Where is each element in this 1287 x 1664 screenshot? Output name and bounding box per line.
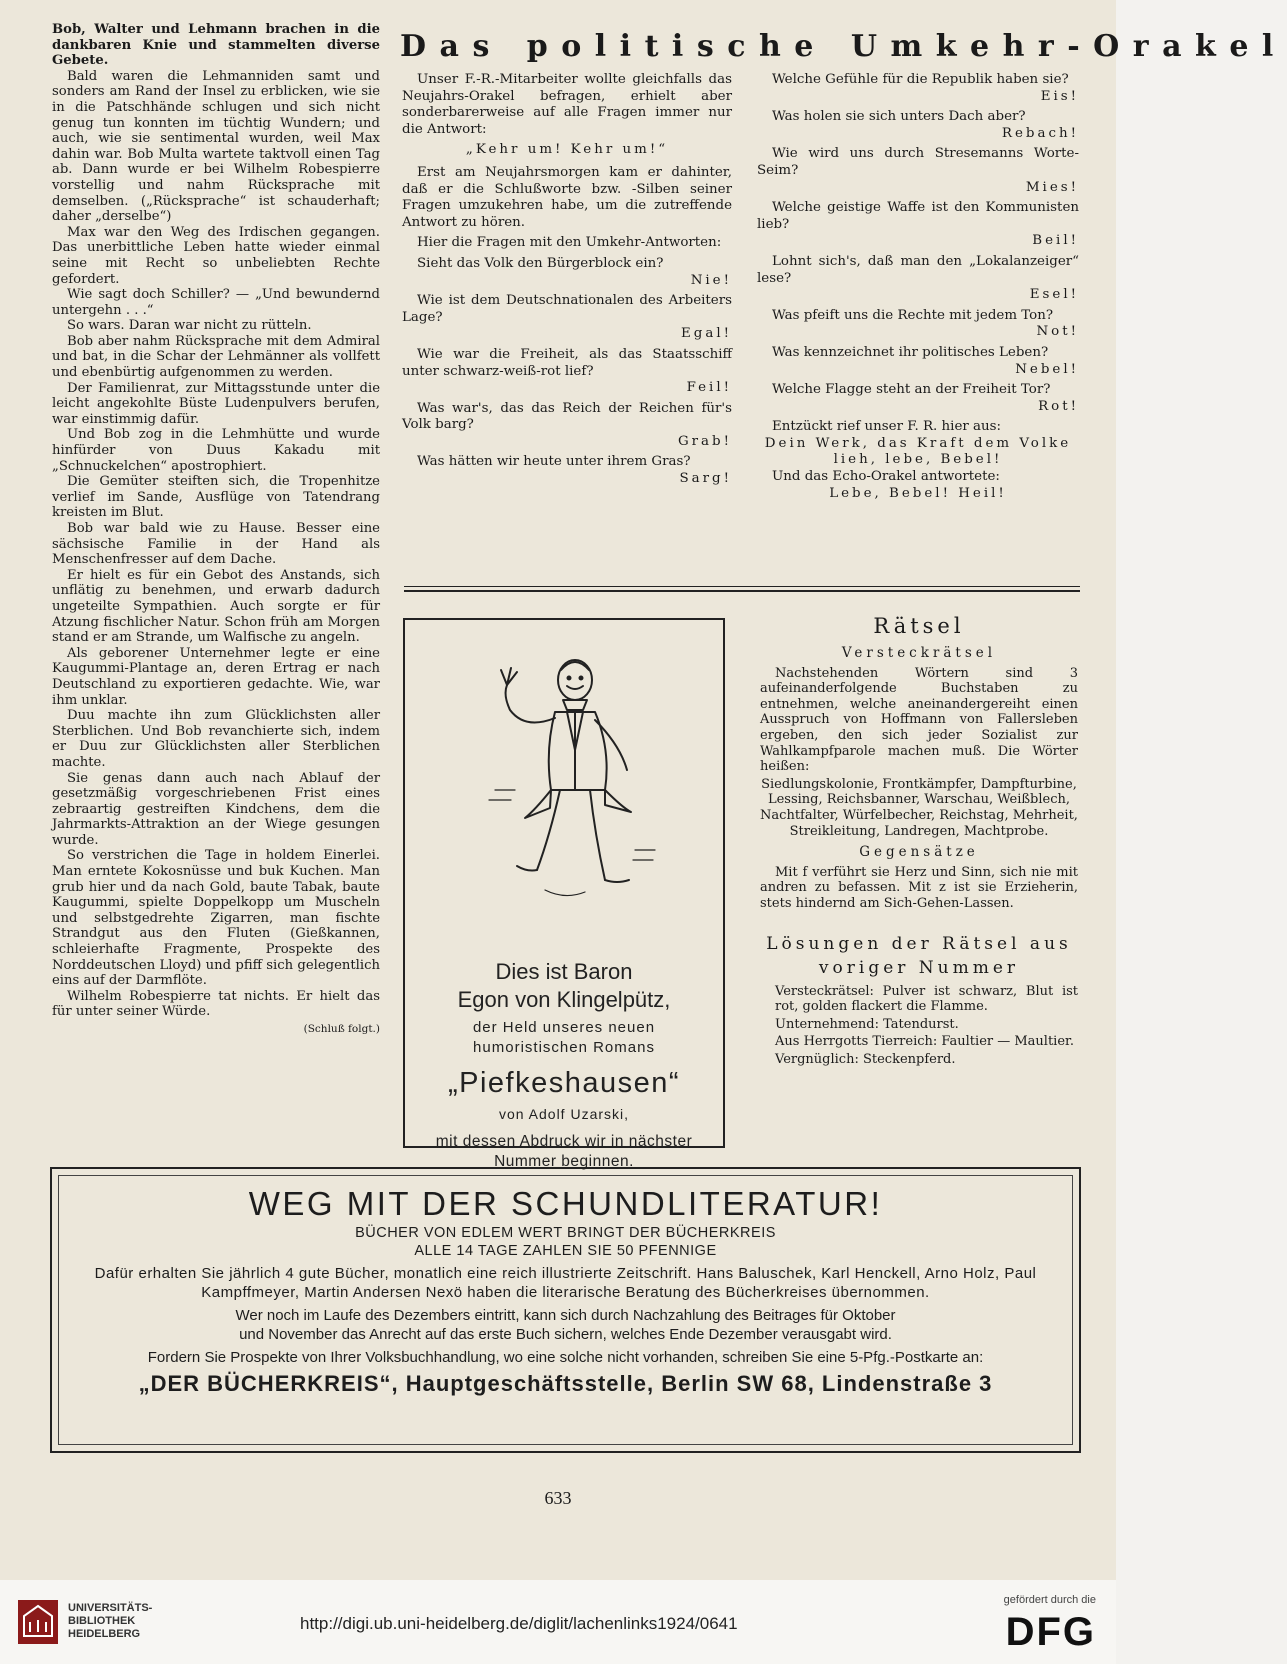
solutions-title: Lösungen der Rätsel aus voriger Nummer [766, 933, 1072, 978]
orakel-title: Das politische Umkehr-Orakel [400, 29, 1287, 64]
advert-text [405, 958, 723, 1172]
orakel-question: Wie ist dem Deutschnationalen des Arbeiters Lage? [402, 293, 732, 325]
orakel-answer: Not! [1036, 324, 1079, 340]
story-paragraph: So verstrichen die Tage in holdem Einerlei. Man erntete Kokosnüsse und buk Kuchen. Man grub hier und da nach Gold, baute Tabak, baute Kaugummi, spielte Doppelkopp um Muscheln und selbstgedrehte Zigarren, man fischte Strandgut aus den Fluten (Gießkannen, schleierhafte Fragmente, Prospekte des Norddeutschen Lloyd) und pfiff sich gelegentlich eins auf der Darmflöte. [52, 848, 380, 989]
digitization-footer [0, 1580, 1116, 1664]
orakel-answer: Sarg! [679, 471, 732, 487]
advert-inner-frame [58, 1175, 1073, 1445]
puzzle-text: Mit f verführt sie Herz und Sinn, sich nie mit andren zu befassen. Mit z ist sie Erzieherin, stets hindernd am Sich-Gehen-Lassen. [760, 864, 1078, 911]
orakel-answer: Grab! [677, 433, 732, 449]
story-paragraph: Bob war bald wie zu Hause. Besser eine sächsische Familie in der Hand als Menschenfresser auf dem Dache. [52, 521, 380, 568]
dfg-logo: DFG [1005, 1610, 1096, 1654]
to-be-continued: (Schluß folgt.) [303, 1023, 380, 1035]
advert-address: „DER BÜCHERKREIS“, Hauptgeschäftsstelle, Berlin SW 68, Lindenstraße 3 [138, 1371, 993, 1396]
story-column [52, 22, 380, 1038]
orakel-column-right [757, 72, 1079, 502]
buecherkreis-advert [50, 1167, 1081, 1453]
advert-headline: WEG MIT DER SCHUNDLITERATUR! [248, 1185, 883, 1222]
orakel-question: Wie war die Freiheit, als das Staatsschiff unter schwarz-weiß-rot lief? [402, 346, 732, 379]
page-number: 633 [544, 1488, 572, 1508]
story-paragraph: Bald waren die Lehmanniden samt und sonders am Rand der Insel zu erblicken, wie sie in die Patschhände schlugen und sich nicht genug tun konnten im tüchtig Wundern; und auch, wie sie sentimental wurden, weil Max dahin war. Bob Multa wartete taktvoll einen Tag ab. Dann wurde er bei Wilhelm Robespierre vorstellig und nahm Rücksprache mit demselben. („Rücksprache“ ist schauderhaft; daher „derselbe“) [52, 68, 380, 225]
advert-body: Dafür erhalten Sie jährlich 4 gute Bücher, monatlich eine reich illustrierte Zeitschrift. Hans Baluschek, Karl Henckell, Arno Holz, Paul Kampffmeyer, Martin Andersen Nexö haben die literarische Beratung des Bücherkreises übernommen. [94, 1265, 1037, 1301]
university-library-logo-icon [16, 1598, 60, 1646]
orakel-question: Welche Gefühle für die Republik haben sie? [772, 72, 1069, 87]
story-paragraph: Wilhelm Robespierre tat nichts. Er hielt das für unter seiner Würde. [52, 988, 380, 1020]
baron-illustration [455, 640, 675, 940]
orakel-question: Welche Flagge steht an der Freiheit Tor? [772, 382, 1051, 398]
divider-rule [404, 590, 1080, 592]
story-paragraph: Duu machte ihn zum Glücklichsten aller Sterblichen. Und Bob revanchierte sich, indem er Duu zur Glücklichsten aller Sterblichen machte. [52, 708, 380, 770]
orakel-question: Sieht das Volk den Bürgerblock ein? [417, 255, 664, 271]
story-paragraph: Der Familienrat, zur Mittagsstunde unter die leicht angekohlte Büste Ludenpulvers berufen, war einstimmig dafür. [52, 380, 380, 427]
puzzle-section [760, 612, 1078, 1069]
solution-item: Aus Herrgotts Tierreich: Faultier — Maultier. [775, 1034, 1074, 1050]
funding-note: gefördert durch die [1003, 1594, 1096, 1606]
advert-subline: BÜCHER VON EDLEM WERT BRINGT DER BÜCHERKREIS [355, 1225, 776, 1241]
story-paragraph: Als geborener Unternehmer legte er eine Kaugummi-Plantage an, deren Ertrag er nach Deutschland zu exportieren gedachte. Wie, war ihm unklar. [52, 645, 380, 708]
library-name-line: BIBLIOTHEK [68, 1615, 136, 1627]
story-paragraph: Und Bob zog in die Lehmhütte und wurde hinfürder von Duus Kakadu mit „Schnuckelchen“ apostrophiert. [52, 427, 380, 474]
library-name-line: HEIDELBERG [68, 1628, 141, 1640]
orakel-answer: Nebel! [1015, 361, 1079, 377]
advert-novel-title: „Piefkeshausen“ [447, 1067, 681, 1099]
puzzle-word-list: Siedlungskolonie, Frontkämpfer, Dampfturbine, Lessing, Reichsbanner, Warschau, Weißblech, Nachtfalter, Würfelbecher, Reichstag, Mehrheit, Streikleitung, Landregen, Machtprobe. [760, 776, 1078, 839]
novel-advert [403, 618, 725, 1170]
solution-item: Versteckrätsel: Pulver ist schwarz, Blut ist rot, golden flackert die Flamme. [775, 983, 1078, 1015]
orakel-answer: Eis! [1040, 88, 1079, 104]
orakel-question: Welche geistige Waffe ist den Kommunisten lieb? [757, 200, 1079, 232]
orakel-answer: Feil! [686, 380, 732, 396]
story-paragraph: Wie sagt doch Schiller? — „Und bewundernd untergehn . . .“ [52, 287, 380, 318]
orakel-echo-intro: Und das Echo-Orakel antwortete: [772, 469, 1000, 485]
orakel-answer: Egal! [681, 326, 732, 342]
library-name-line: UNIVERSITÄTS- [68, 1602, 153, 1614]
advert-subline: ALLE 14 TAGE ZAHLEN SIE 50 PFENNIGE [414, 1243, 717, 1259]
orakel-question: Was hätten wir heute unter ihrem Gras? [417, 454, 691, 470]
orakel-question: Lohnt sich's, daß man den „Lokalanzeiger“ lese? [757, 253, 1079, 286]
orakel-refrain: „Kehr um! Kehr um!“ [465, 142, 669, 158]
story-paragraph: Sie genas dann auch nach Ablauf der gesetzmäßig vorgeschriebenen Frist eines zebraartig gestreiften Kindchens, dem die Jahrmarkts-Attraktion an der Wiege gesungen wurde. [52, 770, 380, 848]
orakel-outro: Entzückt rief unser F. R. hier aus: [772, 419, 1002, 435]
advert-line: der Held unseres neuen humoristischen Romans [472, 1019, 656, 1056]
orakel-answer: Rot! [1038, 398, 1079, 414]
solution-item: Unternehmend: Tatendurst. [775, 1016, 959, 1032]
puzzle-subtitle: Gegensätze [859, 844, 979, 861]
story-paragraph: Die Gemüter steiften sich, die Tropenhitze verlief im Sande, Ausflüge von Tatendrang kreisten im Blut. [52, 474, 380, 521]
orakel-answer: Rebach! [1001, 125, 1079, 141]
orakel-question: Was kennzeichnet ihr politisches Leben? [772, 344, 1049, 360]
library-name [68, 1602, 152, 1641]
divider-rule [404, 586, 1080, 587]
source-url-link[interactable]: http://digi.ub.uni-heidelberg.de/diglit/lachenlinks1924/0641 [300, 1614, 738, 1633]
puzzle-subtitle: Versteckrätsel [841, 645, 997, 661]
story-paragraph: Max war den Weg des Irdischen gegangen. Das unerbittliche Leben hatte wieder einmal seine mit Recht so unbeliebten Rechte gefordert. [52, 224, 380, 287]
story-paragraph: So wars. Daran war nicht zu rütteln. [67, 318, 312, 334]
orakel-question: Was pfeift uns die Rechte mit jedem Ton? [772, 307, 1054, 323]
advert-body: Fordern Sie Prospekte von Ihrer Volksbuchhandlung, wo eine solche nicht vorhanden, schreiben Sie eine 5-Pfg.-Postkarte an: [147, 1349, 984, 1366]
orakel-answer: Nie! [690, 272, 732, 288]
puzzle-title: Rätsel [873, 614, 965, 638]
orakel-intro-3: Hier die Fragen mit den Umkehr-Antworten: [417, 235, 722, 251]
story-paragraph: Bob aber nahm Rücksprache mit dem Admiral und bat, in die Schar der Lehmänner als vollfett und ebenbürtig aufgenommen zu werden. [52, 333, 380, 381]
orakel-answer: Beil! [1032, 233, 1079, 249]
orakel-answer: Esel! [1029, 287, 1079, 303]
orakel-question: Was war's, das das Reich der Reichen für's Volk barg? [402, 400, 732, 433]
advert-line: Dies ist Baron [495, 959, 633, 984]
solution-item: Vergnüglich: Steckenpferd. [775, 1051, 956, 1067]
orakel-answer: Mies! [1025, 179, 1079, 195]
story-paragraph: Er hielt es für ein Gebot des Anstands, sich unflätig zu benehmen, und erwarb dadurch ungeteilte Sympathien. Auch sorgte er für Atzung fischlicher Natur. Schon früh am Morgen stand er am Strande, um Walfische zu angeln. [52, 567, 380, 646]
advert-body: Wer noch im Laufe des Dezembers eintritt, kann sich durch Nachzahlung des Beitrages für Oktober und November das Anrecht auf das erste Buch sichern, welches Ende Dezember verausgabt wird. [235, 1307, 896, 1343]
orakel-question: Wie wird uns durch Stresemanns Worte-Seim? [757, 146, 1079, 178]
advert-line: mit dessen Abdruck wir in nächster Nummer beginnen. [435, 1133, 693, 1170]
story-paragraph: Bob, Walter und Lehmann brachen in die dankbaren Knie und stammelten diverse Gebete. [52, 22, 380, 69]
orakel-column-left [402, 72, 732, 492]
orakel-question: Was holen sie sich unters Dach aber? [772, 109, 1026, 125]
orakel-bebel-line: Dein Werk, das Kraft dem Volke lieh, lebe, Bebel! [764, 435, 1072, 468]
advert-line: Egon von Klingelpütz, [457, 987, 671, 1012]
orakel-echo-answer: Lebe, Bebel! Heil! [829, 485, 1007, 501]
puzzle-text: Nachstehenden Wörtern sind 3 aufeinanderfolgende Buchstaben zu entnehmen, welche aneinandergereiht einen Ausspruch von Hoffmann von Fallersleben ergeben, den sich jeder Sozialist zur Wahlkampfparole machen muß. Die Wörter heißen: [760, 665, 1078, 775]
orakel-intro: Unser F.-R.-Mitarbeiter wollte gleichfalls das Neujahrs-Orakel befragen, erhielt aber sonderbarerweise auf alle Fragen immer nur die Antwort: [402, 72, 732, 137]
advert-author: von Adolf Uzarski, [498, 1106, 630, 1122]
orakel-intro-2: Erst am Neujahrsmorgen kam er dahinter, daß er die Schlußworte bzw. -Silben seiner Fragen umzukehren habe, um die zutreffende Antwort zu hören. [402, 164, 732, 230]
